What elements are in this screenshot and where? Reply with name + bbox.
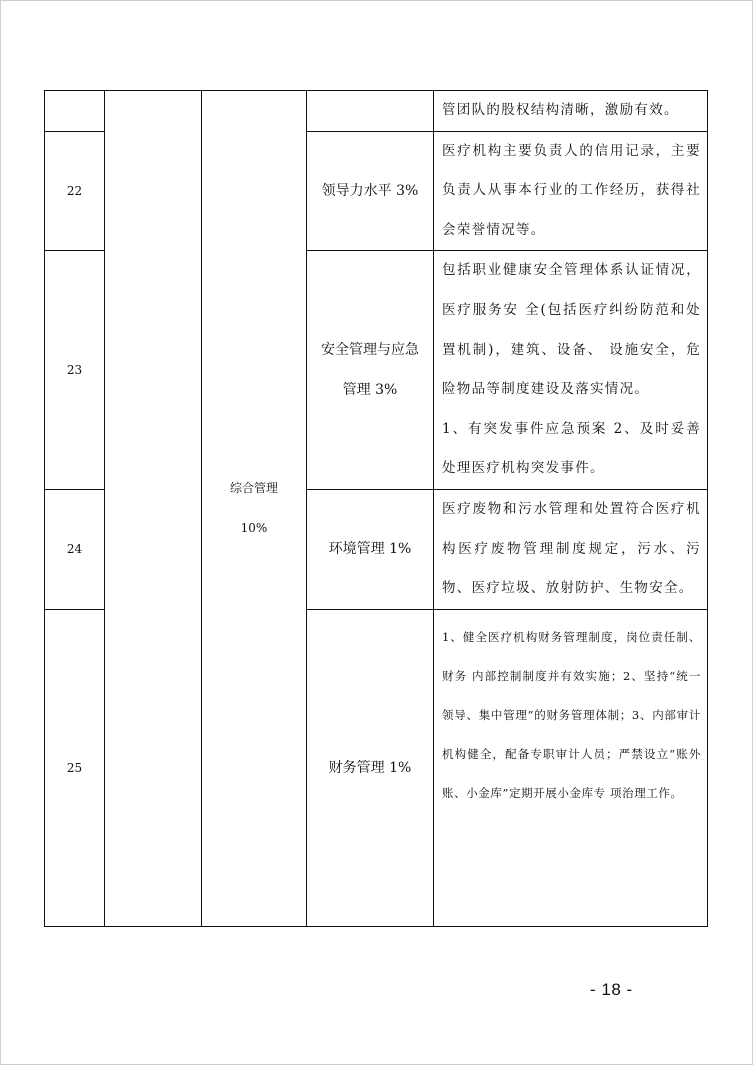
item-cell: [307, 91, 434, 132]
item-cell: 领导力水平 3%: [307, 131, 434, 251]
item-cell: [307, 251, 434, 490]
table-row: [45, 91, 708, 132]
category-weight: 10%: [240, 521, 268, 536]
row-number-cell: 24: [45, 489, 105, 609]
content-cell: 管团队的股权结构清晰，激励有效。: [434, 91, 708, 132]
empty-column-cell: [105, 91, 202, 927]
row-number-cell: 25: [45, 609, 105, 926]
row-number-cell: [45, 91, 105, 132]
evaluation-table-container: [44, 90, 707, 923]
content-cell: [434, 251, 708, 490]
row-number-cell: 22: [45, 131, 105, 251]
item-cell: 财务管理 1%: [307, 609, 434, 926]
content-cell: 医疗废物和污水管理和处置符合医疗机构医疗废物管理制度规定，污水、污物、医疗垃圾、放射防护、生物安全。: [434, 489, 708, 609]
content-paragraph: 包括职业健康安全管理体系认证情况，医疗服务安 全(包括医疗纠纷防范和处置机制)，建筑、设备、 设施安全，危险物品等制度建设及落实情况。: [442, 262, 701, 398]
category-name: 综合管理: [229, 481, 278, 496]
row-number-cell: 23: [45, 251, 105, 490]
item-label-line: 安全管理与应急: [321, 342, 419, 359]
page-number: - 18 -: [590, 980, 633, 999]
evaluation-table: [44, 90, 708, 927]
item-label-line: 管理 3%: [342, 382, 398, 399]
content-paragraph: 1、有突发事件应急预案 2、及时妥善处理医疗机构突发事件。: [442, 420, 701, 477]
content-cell: 1、健全医疗机构财务管理制度，岗位责任制、财务 内部控制制度并有效实施；2、坚持“统一领导、集中管理”的财务管理体制；3、内部审计机构健全，配备专职审计人员；严禁设立“账外账、小金库”定期开展小金库专 项治理工作。: [434, 609, 708, 926]
category-cell: [202, 91, 307, 927]
item-cell: 环境管理 1%: [307, 489, 434, 609]
content-cell: 医疗机构主要负责人的信用记录，主要负责人从事本行业的工作经历，获得社会荣誉情况等。: [434, 131, 708, 251]
